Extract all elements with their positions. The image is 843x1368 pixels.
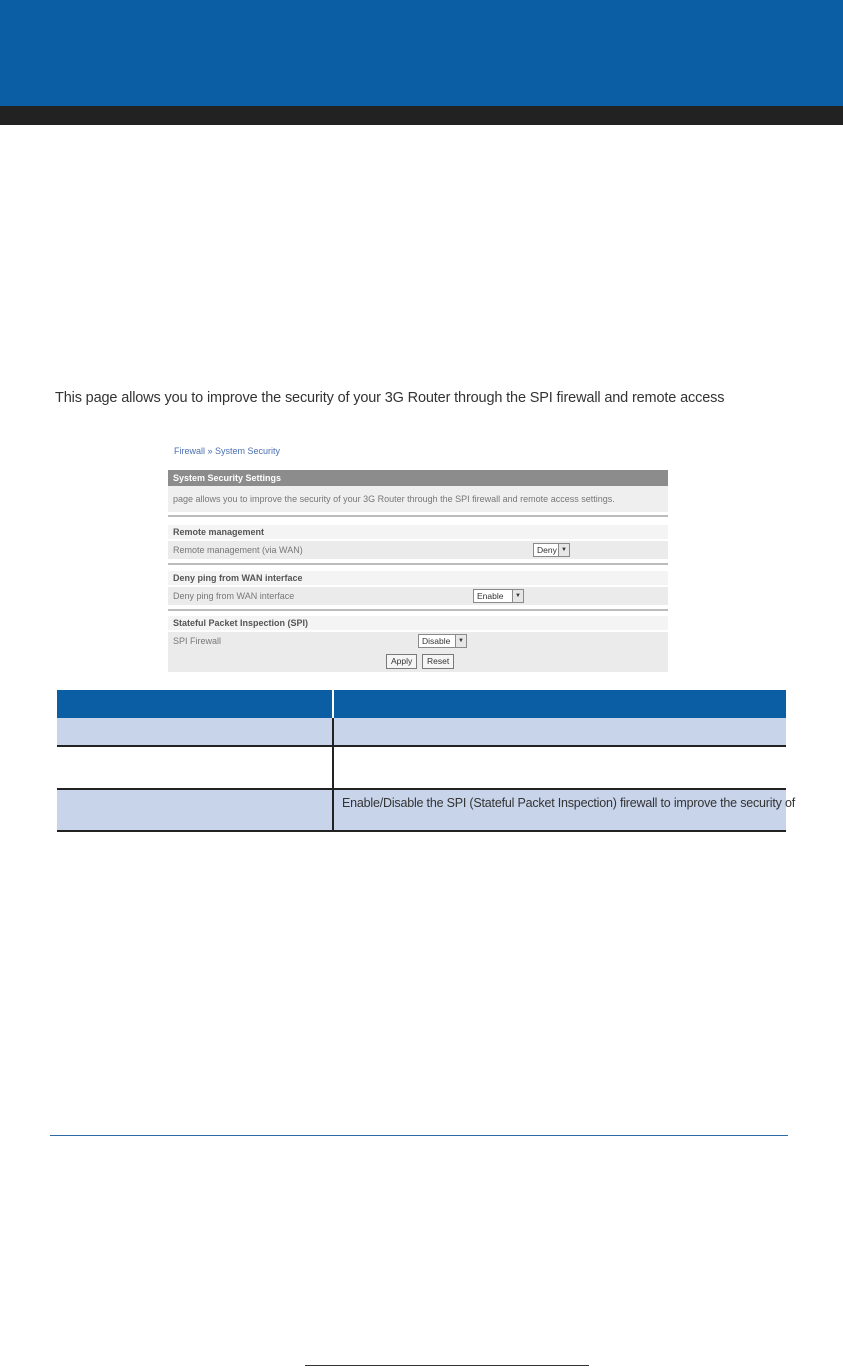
panel-title: System Security Settings — [168, 470, 668, 486]
header-band — [0, 0, 843, 106]
intro-text: This page allows you to improve the security of your 3G Router through the SPI firewall and remote access — [55, 390, 725, 406]
field-row-remote — [168, 541, 668, 559]
section-heading-remote: Remote management — [168, 525, 668, 539]
chevron-down-icon[interactable]: ▼ — [512, 590, 523, 602]
select-value: Enable — [477, 591, 504, 601]
table-row — [57, 747, 786, 790]
apply-button[interactable]: Apply — [386, 654, 417, 669]
section-divider — [168, 609, 668, 611]
table-header — [57, 690, 786, 718]
parameter-cell — [57, 718, 332, 745]
chevron-down-icon[interactable]: ▼ — [558, 544, 569, 556]
table-row — [57, 718, 786, 747]
security-settings-panel — [168, 470, 668, 674]
field-label-remote: Remote management (via WAN) — [173, 545, 303, 555]
router-screenshot — [168, 444, 668, 674]
footer-line — [305, 1365, 589, 1366]
description-cell: Enable/Disable the SPI (Stateful Packet Inspection) firewall to improve the security of — [334, 790, 786, 830]
section-divider — [168, 515, 668, 517]
spi-firewall-select[interactable] — [418, 634, 467, 648]
field-row-spi — [168, 632, 668, 650]
field-row-ping — [168, 587, 668, 605]
section-heading-spi: Stateful Packet Inspection (SPI) — [168, 616, 668, 630]
chevron-down-icon[interactable]: ▼ — [455, 635, 466, 647]
breadcrumb[interactable]: Firewall » System Security — [174, 446, 281, 456]
description-cell — [334, 747, 786, 788]
description-cell — [334, 718, 786, 745]
select-value: Deny — [537, 545, 557, 555]
deny-ping-select[interactable] — [473, 589, 524, 603]
button-row — [168, 650, 668, 672]
header-separator — [332, 690, 334, 718]
field-label-ping: Deny ping from WAN interface — [173, 591, 295, 601]
remote-management-select[interactable] — [533, 543, 570, 557]
reset-button[interactable]: Reset — [422, 654, 454, 669]
parameter-cell — [57, 790, 332, 830]
table-row — [57, 790, 795, 832]
section-divider — [168, 563, 668, 565]
section-heading-ping: Deny ping from WAN interface — [168, 571, 668, 585]
header-shadow-bar — [0, 106, 843, 125]
horizontal-rule — [50, 1135, 788, 1136]
field-label-spi: SPI Firewall — [173, 636, 222, 646]
select-value: Disable — [422, 636, 451, 646]
panel-description: page allows you to improve the security of your 3G Router through the SPI firewall and remote access settings. — [168, 486, 668, 512]
parameter-cell — [57, 747, 332, 788]
